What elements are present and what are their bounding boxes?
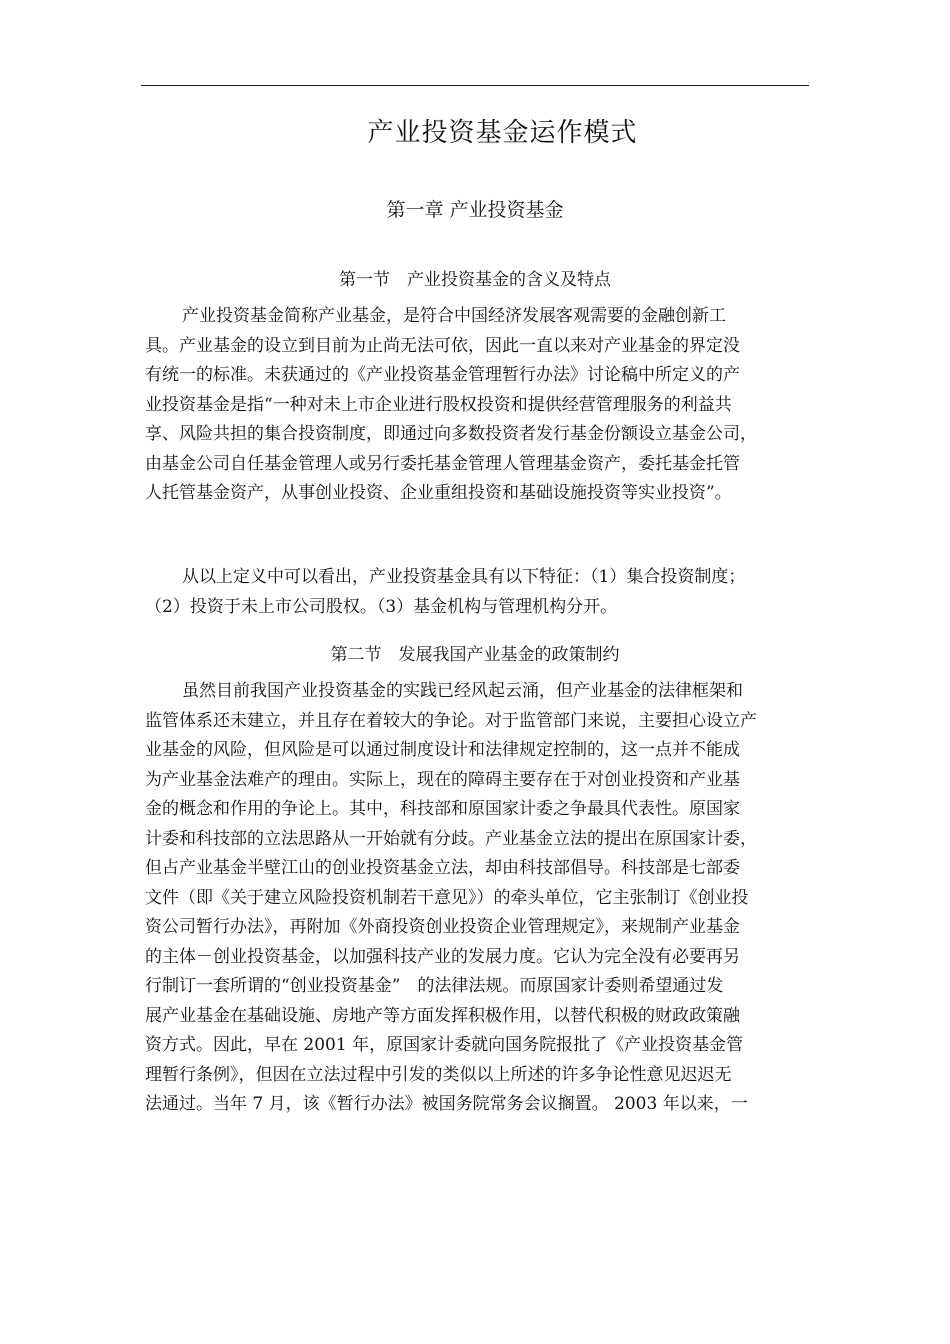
text-line: 具。产业基金的设立到目前为止尚无法可依，因此一直以来对产业基金的界定没	[145, 335, 740, 356]
text-line: 展产业基金在基础设施、房地产等方面发挥积极作用，以替代积极的财政政策融	[145, 1005, 740, 1026]
text-line: 资方式。因此，早在 2001 年，原国家计委就向国务院报批了《产业投资基金管	[145, 1035, 744, 1055]
text-line: 资公司暂行办法》，再附加《外商投资创业投资企业管理规定》，来规制产业基金	[145, 917, 740, 937]
text-line: 法通过。当年 7 月，该《暂行办法》被国务院常务会议搁置。 2003 年以来，一	[145, 1094, 748, 1114]
chapter-heading: 第一章 产业投资基金	[386, 199, 564, 221]
text-line: 从以上定义中可以看出，产业投资基金具有以下特征：（1）集合投资制度；	[182, 567, 746, 587]
text-line: 虽然目前我国产业投资基金的实践已经风起云涌，但产业基金的法律框架和	[182, 681, 743, 701]
text-line: 业投资基金是指“一种对未上市企业进行股权投资和提供经营管理服务的利益共	[145, 394, 732, 415]
document-title: 产业投资基金运作模式	[367, 118, 638, 148]
header-rule	[141, 85, 809, 86]
text-line: 监管体系还未建立，并且存在着较大的争论。对于监管部门来说，主要担心设立产	[145, 710, 757, 731]
text-line: 人托管基金资产，从事创业投资、企业重组投资和基础设施投资等实业投资”。	[145, 483, 732, 503]
section2-paragraph-1	[145, 677, 815, 1120]
text-line: 金的概念和作用的争论上。其中，科技部和原国家计委之争最具代表性。原国家	[145, 799, 740, 819]
text-line: 有统一的标准。未获通过的《产业投资基金管理暂行办法》讨论稿中所定义的产	[145, 365, 740, 385]
text-line: 文件（即《关于建立风险投资机制若干意见》）的牵头单位，它主张制订《创业投	[145, 887, 749, 908]
text-line: 行制订一套所谓的“创业投资基金” 的法律法规。而原国家计委则希望通过发	[145, 976, 724, 996]
text-line: 计委和科技部的立法思路从一开始就有分歧。产业基金立法的提出在原国家计委，	[145, 828, 757, 849]
section1-paragraph-1	[145, 302, 815, 509]
section-heading-1: 第一节 产业投资基金的含义及特点	[339, 270, 611, 290]
text-line: （2）投资于未上市公司股权。（3）基金机构与管理机构分开。	[145, 596, 618, 617]
section-heading-2: 第二节 发展我国产业基金的政策制约	[330, 645, 620, 665]
text-line: 产业投资基金简称产业基金，是符合中国经济发展客观需要的金融创新工	[182, 306, 726, 326]
section1-paragraph-2	[145, 563, 815, 622]
text-line: 为产业基金法难产的理由。实际上，现在的障碍主要存在于对创业投资和产业基	[145, 769, 740, 790]
text-line: 享、风险共担的集合投资制度，即通过向多数投资者发行基金份额设立基金公司，	[145, 424, 757, 444]
text-line: 的主体－创业投资基金，以加强科技产业的发展力度。它认为完全没有必要再另	[145, 946, 740, 967]
text-line: 但占产业基金半壁江山的创业投资基金立法，却由科技部倡导。科技部是七部委	[145, 858, 740, 878]
text-line: 业基金的风险，但风险是可以通过制度设计和法律规定控制的，这一点并不能成	[145, 740, 740, 760]
text-line: 理暂行条例》，但因在立法过程中引发的类似以上所述的许多争论性意见迟迟无	[145, 1064, 732, 1085]
text-line: 由基金公司自任基金管理人或另行委托基金管理人管理基金资产，委托基金托管	[145, 453, 740, 474]
